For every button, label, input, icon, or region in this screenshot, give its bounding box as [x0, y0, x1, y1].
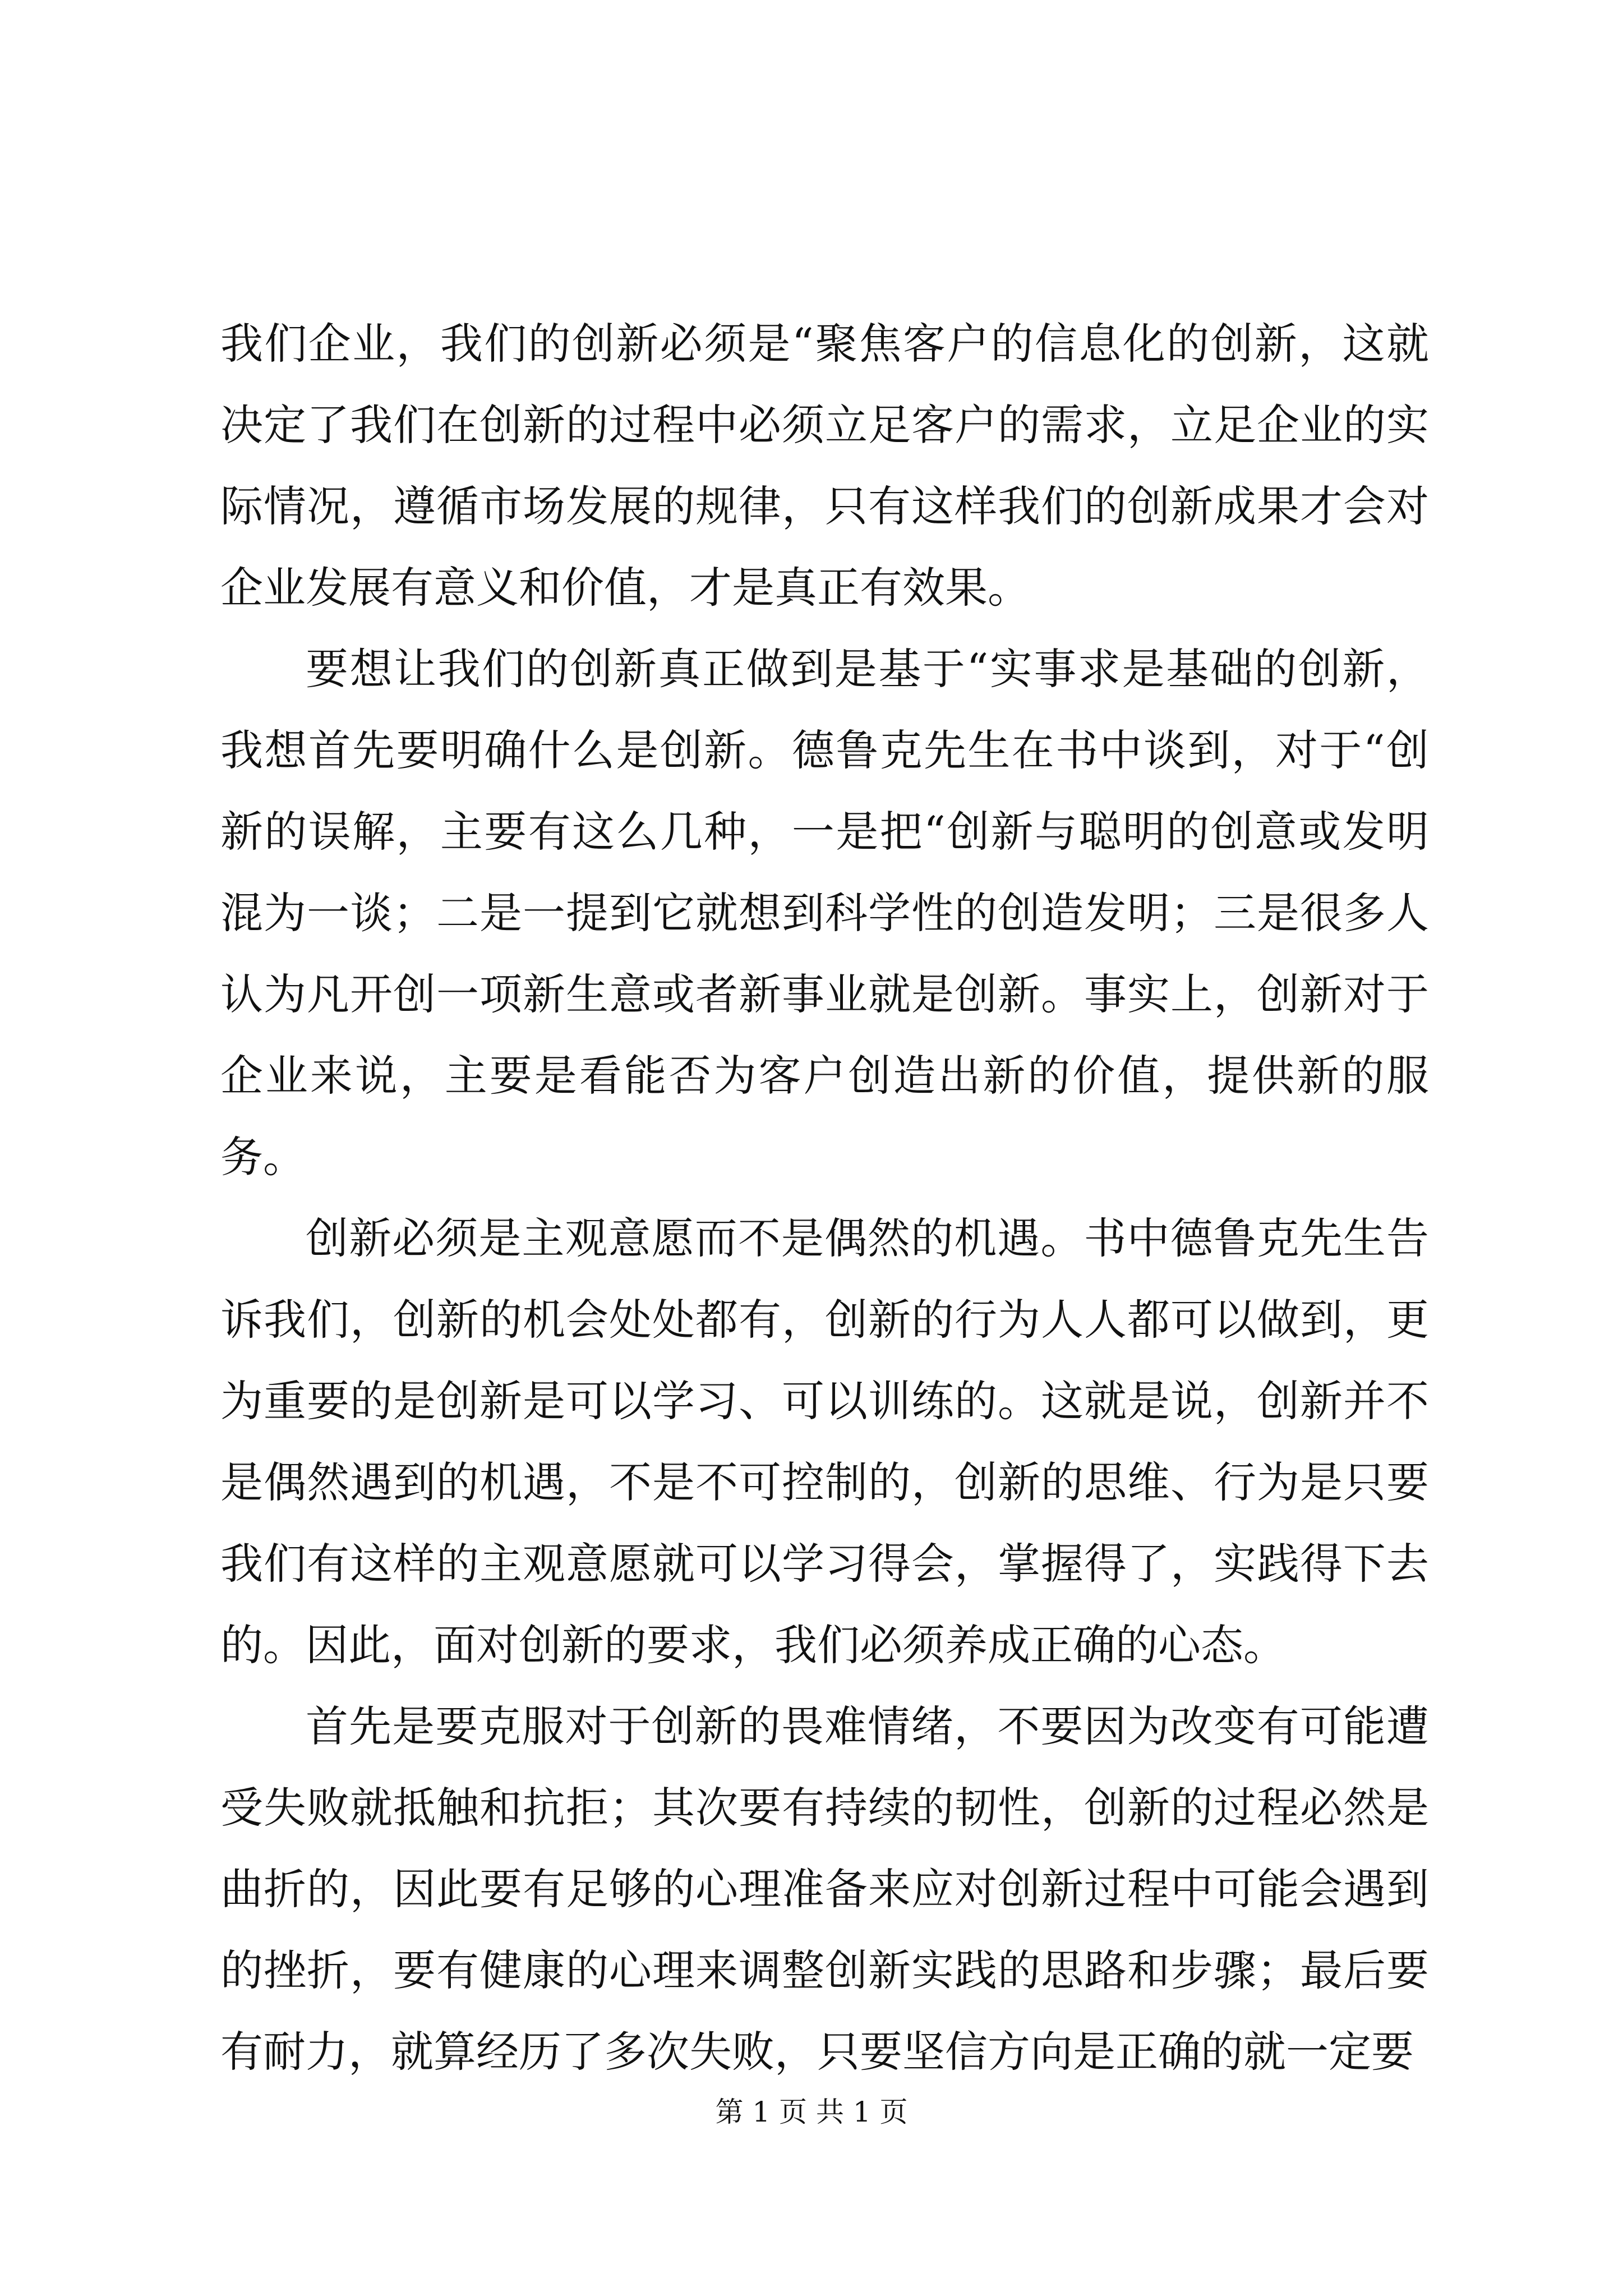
paragraph-4: 首先是要克服对于创新的畏难情绪，不要因为改变有可能遭受失败就抵触和抗拒；其次要有持续的韧性，创新的过程必然是曲折的，因此要有足够的心理准备来应对创新过程中可能会遇到的挫折，要有健康的心理来调整创新实践的思路和步骤；最后要有耐力，就算经历了多次失败，只要坚信方向是正确的就一定要 [220, 1701, 1429, 2077]
paragraph-2: 要想让我们的创新真正做到是基于“实事求是基础的创新，我想首先要明确什么是创新。德鲁克先生在书中谈到，对于“创新的误解，主要有这么几种，一是把“创新与聪明的创意或发明混为一谈；二是一提到它就想到科学性的创造发明；三是很多人认为凡开创一项新生意或者新事业就是创新。事实上，创新对于企业来说，主要是看能否为客户创造出新的价值，提供新的服务。 [220, 644, 1429, 1182]
paragraph-1: 我们企业，我们的创新必须是“聚焦客户的信息化的创新，这就决定了我们在创新的过程中必须立足客户的需求，立足企业的实际情况，遵循市场发展的规律，只有这样我们的创新成果才会对企业发展有意义和价值，才是真正有效果。 [220, 319, 1429, 613]
paragraph-3: 创新必须是主观意愿而不是偶然的机遇。书中德鲁克先生告诉我们，创新的机会处处都有，创新的行为人人都可以做到，更为重要的是创新是可以学习、可以训练的。这就是说，创新并不是偶然遇到的机遇，不是不可控制的，创新的思维、行为是只要我们有这样的主观意愿就可以学习得会，掌握得了，实践得下去的。因此，面对创新的要求，我们必须养成正确的心态。 [220, 1213, 1429, 1670]
document-body [220, 303, 1429, 2092]
page-footer [0, 2092, 1623, 2132]
page-number-label: 第 1 页 共 1 页 [715, 2096, 908, 2128]
